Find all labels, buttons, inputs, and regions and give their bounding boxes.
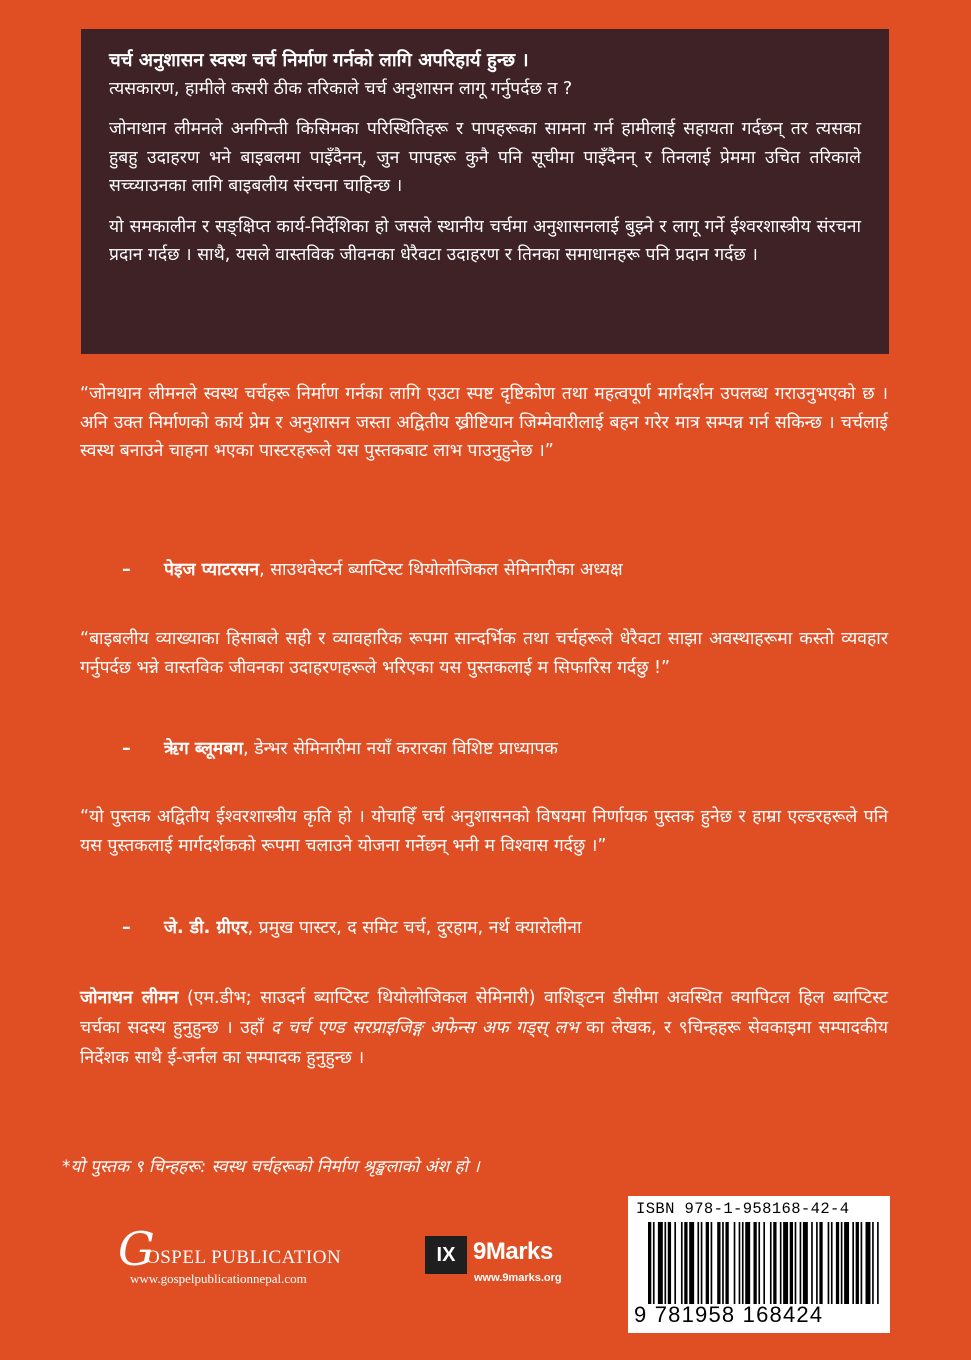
bio-text-b: का लेखक, र ९चिन्हहरू सेवकाइमा सम्पादकीय निर्देशक साथै	[80, 1018, 888, 1068]
barcode-bar	[841, 1222, 843, 1304]
isbn-barcode	[628, 1196, 890, 1333]
barcode-bar	[684, 1222, 687, 1304]
publisher-name: OSPEL PUBLICATION	[146, 1247, 342, 1268]
book-title: द चर्च एण्ड सरप्राइजिङ्ग अफेन्स अफ गड्स् लभ	[270, 1018, 579, 1038]
barcode-bar	[763, 1222, 765, 1304]
barcode-bar	[811, 1222, 813, 1304]
barcode-bar	[803, 1222, 808, 1304]
endorser-title: , प्रमुख पास्टर, द समिट चर्च, दुरहाम, नर्थ क्यारोलीना	[247, 918, 582, 938]
barcode-bar	[701, 1222, 703, 1304]
barcode-bar	[828, 1222, 830, 1304]
barcode-bar	[856, 1222, 859, 1304]
barcode-bars	[648, 1222, 882, 1304]
barcode-bar	[689, 1222, 694, 1304]
ninemarks-url: www.9marks.org	[474, 1272, 562, 1284]
author-bio	[80, 983, 888, 1073]
barcode-bar	[717, 1222, 720, 1304]
barcode-bar	[758, 1222, 760, 1304]
barcode-bar	[648, 1222, 651, 1304]
barcode-bar	[866, 1222, 871, 1304]
barcode-bar	[739, 1222, 741, 1304]
barcode-bar	[861, 1222, 863, 1304]
publisher-url: www.gospelpublicationnepal.com	[130, 1271, 307, 1286]
summary-subline: त्यसकारण, हामीले कसरी ठीक तरिकाले चर्च अनुशासन लागू गर्नुपर्दछ त ?	[109, 79, 573, 99]
series-note: *यो पुस्तक ९ चिन्हहरू: स्वस्थ चर्चहरूको निर्माण श्रृङ्खलाको अंश हो ।	[62, 1157, 480, 1177]
barcode-bar	[783, 1222, 788, 1304]
barcode-bar	[681, 1222, 683, 1304]
attribution-dash: –	[122, 739, 131, 759]
barcode-bar	[753, 1222, 756, 1304]
barcode-bar	[658, 1222, 663, 1304]
endorser-name: पेइज प्याटरसन	[164, 560, 260, 580]
barcode-bar	[706, 1222, 709, 1304]
barcode-bar	[872, 1222, 874, 1304]
barcode-bar	[653, 1222, 655, 1304]
endorser-name: जे. डी. ग्रीएर	[164, 918, 248, 938]
barcode-bar	[877, 1222, 879, 1304]
bio-text-a: (एम.डीभ; साउदर्न ब्याप्टिस्ट थियोलोजिकल सेमिनारी) वाशिङ्टन डीसीमा अवस्थित क्यापिटल हिल ब्याप्टिस्ट चर्चका सदस्य हुनुहुन्छ । उहाँ	[80, 988, 888, 1038]
barcode-bar	[745, 1222, 750, 1304]
ninemarks-mark: IX	[425, 1236, 467, 1274]
barcode-bar	[800, 1222, 802, 1304]
publisher-initial: G	[118, 1222, 155, 1276]
barcode-bar	[674, 1222, 676, 1304]
barcode-bar	[816, 1222, 818, 1304]
barcode-bar	[852, 1222, 854, 1304]
barcode-bar	[773, 1222, 776, 1304]
attribution-dash: –	[122, 560, 131, 580]
barcode-bar	[844, 1222, 849, 1304]
endorsement-quote-2: “बाइबलीय व्याख्याका हिसाबले सही र व्यावहारिक रूपमा सान्दर्भिक तथा चर्चहरूले धेरैवटा साझा अवस्थाहरूमा कस्तो व्यवहार गर्नुपर्दछ भन्ने वास्तविक जीवनका उदाहरणहरूले भरिएका यस पुस्तकलाई म सिफारिस गर्दछु !”	[80, 629, 888, 678]
attribution-dash: –	[122, 918, 131, 938]
barcode-bar	[734, 1222, 736, 1304]
barcode-bar	[819, 1222, 822, 1304]
journal-name: ई-जर्नल	[167, 1048, 218, 1068]
summary-headline: चर्च अनुशासन स्वस्थ चर्च निर्माण गर्नको लागि अपरिहार्य हुन्छ ।	[109, 50, 529, 71]
barcode-bar	[668, 1222, 671, 1304]
author-name: जोनाथन लीमन	[80, 988, 179, 1008]
barcode-bar	[742, 1222, 744, 1304]
endorser-title: , डेन्भर सेमिनारीमा नयाँ करारका विशिष्ट प्राध्यापक	[243, 739, 558, 759]
barcode-bar	[664, 1222, 666, 1304]
bio-text-c: का सम्पादक हुनुहुन्छ ।	[217, 1048, 365, 1068]
ninemarks-name: 9Marks	[473, 1238, 553, 1265]
summary-paragraph-1: जोनाथान लीमनले अनगिन्ती किसिमका परिस्थितिहरू र पापहरूका सामना गर्न हामीलाई सहायता गर्दछन् तर त्यसका हुबहु उदाहरण भने बाइबलमा पाइँदैनन्, जुन पापहरू कुनै पनि सूचीमा पाइँदैनन् र तिनलाई प्रेममा उचित तरिकाले सच्च्याउनका लागि बाइबलीय संरचना चाहिन्छ ।	[109, 119, 861, 196]
gospel-publication-logo	[118, 1222, 383, 1296]
endorser-name: ऋेग ब्लूमबग	[164, 739, 244, 759]
endorsement-attribution-2	[122, 735, 558, 763]
ninemarks-logo	[425, 1236, 585, 1292]
barcode-bar	[770, 1222, 772, 1304]
barcode-bar	[831, 1222, 833, 1304]
endorsement-attribution-3	[122, 914, 582, 942]
barcode-bar	[795, 1222, 797, 1304]
barcode-bar	[725, 1222, 728, 1304]
endorsement-quote-1: “जोनथान लीमनले स्वस्थ चर्चहरू निर्माण गर्नका लागि एउटा स्पष्ट दृष्टिकोण तथा महत्वपूर्ण मार्गदर्शन उपलब्ध गराउनुभएको छ । अनि उक्त निर्माणको कार्य प्रेम र अनुशासन जस्ता अद्वितीय ख्रीष्टियान जिम्मेवारीलाई बहन गरेर मात्र सम्पन्न गर्न सकिन्छ । चर्चलाई स्वस्थ बनाउने चाहना भएका पास्टरहरूले यस पुस्तकबाट लाभ पाउनुहुनेछ ।”	[80, 384, 888, 461]
endorsement-attribution-1	[122, 556, 623, 584]
isbn-label: ISBN 978-1-958168-42-4	[636, 1200, 850, 1218]
barcode-bar	[697, 1222, 699, 1304]
summary-paragraph-2: यो समकालीन र सङ्क्षिप्त कार्य-निर्देशिका हो जसले स्थानीय चर्चमा अनुशासनलाई बुझ्ने र लागू गर्ने ईश्वरशास्त्रीय संरचना प्रदान गर्दछ । साथै, यसले वास्तविक जीवनका धेरैवटा उदाहरण र तिनका समाधानहरू पनि प्रदान गर्दछ ।	[109, 216, 861, 265]
barcode-bar	[780, 1222, 782, 1304]
barcode-bar	[722, 1222, 724, 1304]
barcode-bar	[711, 1222, 713, 1304]
summary-box	[81, 29, 889, 354]
barcode-bar	[836, 1222, 839, 1304]
barcode-bar	[790, 1222, 793, 1304]
barcode-digits: 9 781958 168424	[634, 1302, 824, 1327]
endorser-title: , साउथवेस्टर्न ब्याप्टिस्ट थियोलोजिकल सेमिनारीका अध्यक्ष	[259, 560, 623, 580]
endorsement-quote-3: “यो पुस्तक अद्वितीय ईश्वरशास्त्रीय कृति हो । योचाहिँ चर्च अनुशासनको विषयमा निर्णायक पुस्तक हुनेछ र हाम्रा एल्डरहरूले पनि यस पुस्तकलाई मार्गदर्शकको रूपमा चलाउने योजना गर्नेछन् भनी म विश्वास गर्दछु ।”	[80, 807, 888, 856]
